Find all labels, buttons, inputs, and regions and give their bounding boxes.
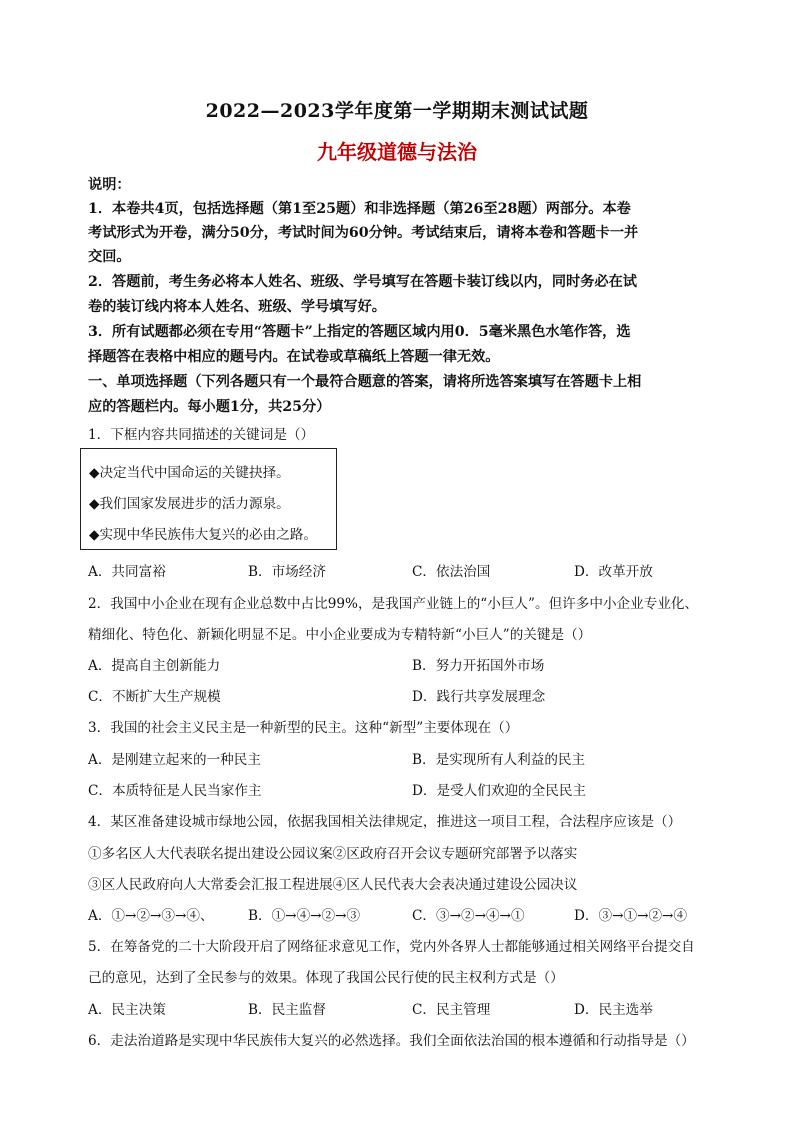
question-3-stem: 3．我国的社会主义民主是一种新型的民主。这种“新型”主要体现在（）	[88, 720, 519, 736]
q4-option-b: B．①→④→②→③	[248, 908, 361, 924]
question-5-stem: 己的意见，达到了全民参与的效果。体现了我国公民行使的民主权利方式是（）	[88, 970, 564, 986]
q5-option-b: B．民主监督	[248, 1002, 326, 1018]
q2-option-d: D．践行共享发展理念	[412, 689, 546, 705]
question-5-stem: 5．在筹备党的二十大阶段开启了网络征求意见工作，党内外各界人士都能够通过相关网络平台提交自	[88, 939, 695, 955]
q1-option-d: D．改革开放	[574, 564, 653, 580]
question-2-stem: 2．我国中小企业在现有企业总数中占比99%，是我国产业链上的“小巨人”。但许多中小企业专业化、	[88, 596, 699, 612]
section-heading: 应的答题栏内。每小题1分，共25分）	[88, 399, 331, 415]
question-4-stem: 4．某区准备建设城市绿地公园，依据我国相关法律规定，推进这一项目工程，合法程序应该是（）	[88, 814, 682, 830]
question-2-stem: 精细化、特色化、新颖化明显不足。中小企业要成为专精特新“小巨人”的关键是（）	[88, 627, 592, 643]
q4-option-c: C．③→②→④→①	[412, 908, 525, 924]
question-4-item: ①多名区人大代表联名提出建设公园议案②区政府召开会议专题研究部署予以落实	[88, 846, 578, 862]
question-1-stem: 1．下框内容共同描述的关键词是（）	[88, 427, 315, 443]
q3-option-b: B．是实现所有人利益的民主	[412, 752, 586, 768]
exam-subject: 九年级道德与法治	[317, 140, 477, 164]
instruction-line: 考试形式为开卷，满分50分，考试时间为60分钟。考试结束后，请将本卷和答题卡一并	[88, 225, 639, 241]
q5-option-d: D．民主选举	[574, 1002, 653, 1018]
q1-option-b: B．市场经济	[248, 564, 326, 580]
q3-option-c: C．本质特征是人民当家作主	[88, 783, 262, 799]
q4-option-d: D．③→①→②→④	[574, 908, 688, 924]
section-heading: 一、单项选择题（下列各题只有一个最符合题意的答案，请将所选答案填写在答题卡上相	[88, 374, 642, 390]
box-item: ◆我们国家发展进步的活力源泉。	[89, 496, 290, 512]
exam-title: 2022—2023学年度第一学期期末测试试题	[205, 100, 589, 122]
question-6-stem: 6．走法治道路是实现中华民族伟大复兴的必然选择。我们全面依法治国的根本遵循和行动指导是（）	[88, 1033, 695, 1049]
instruction-line: 择题答在表格中相应的题号内。在试卷或草稿纸上答题一律无效。	[88, 349, 500, 365]
question-4-item: ③区人民政府向人大常委会汇报工程进展④区人民代表大会表决通过建设公园决议	[88, 877, 578, 893]
q2-option-b: B．努力开拓国外市场	[412, 658, 545, 674]
box-item: ◆实现中华民族伟大复兴的必由之路。	[89, 527, 317, 543]
box-item: ◆决定当代中国命运的关键抉择。	[89, 465, 290, 481]
question-1-box	[80, 448, 337, 550]
q4-option-a: A．①→②→③→④、	[88, 908, 214, 924]
q2-option-a: A．提高自主创新能力	[88, 658, 221, 674]
instruction-line: 卷的装订线内将本人姓名、班级、学号填写好。	[88, 299, 386, 315]
instruction-line: 1．本卷共4页，包括选择题（第1至25题）和非选择题（第26至28题）两部分。本卷	[88, 201, 631, 217]
q2-option-c: C．不断扩大生产规模	[88, 689, 221, 705]
instruction-line: 交回。	[88, 249, 131, 265]
q1-option-a: A．共同富裕	[88, 564, 166, 580]
q5-option-a: A．民主决策	[88, 1002, 166, 1018]
instruction-line: 3．所有试题都必须在专用“答题卡”上指定的答题区域内用0．5毫米黑色水笔作答，选	[88, 324, 631, 340]
instruction-line: 2．答题前，考生务必将本人姓名、班级、学号填写在答题卡装订线以内，同时务必在试	[88, 274, 637, 290]
q3-option-d: D．是受人们欢迎的全民民主	[412, 783, 587, 799]
q1-option-c: C．依法治国	[412, 564, 491, 580]
instructions-heading: 说明：	[88, 177, 131, 193]
q3-option-a: A．是刚建立起来的一种民主	[88, 752, 261, 768]
q5-option-c: C．民主管理	[412, 1002, 491, 1018]
